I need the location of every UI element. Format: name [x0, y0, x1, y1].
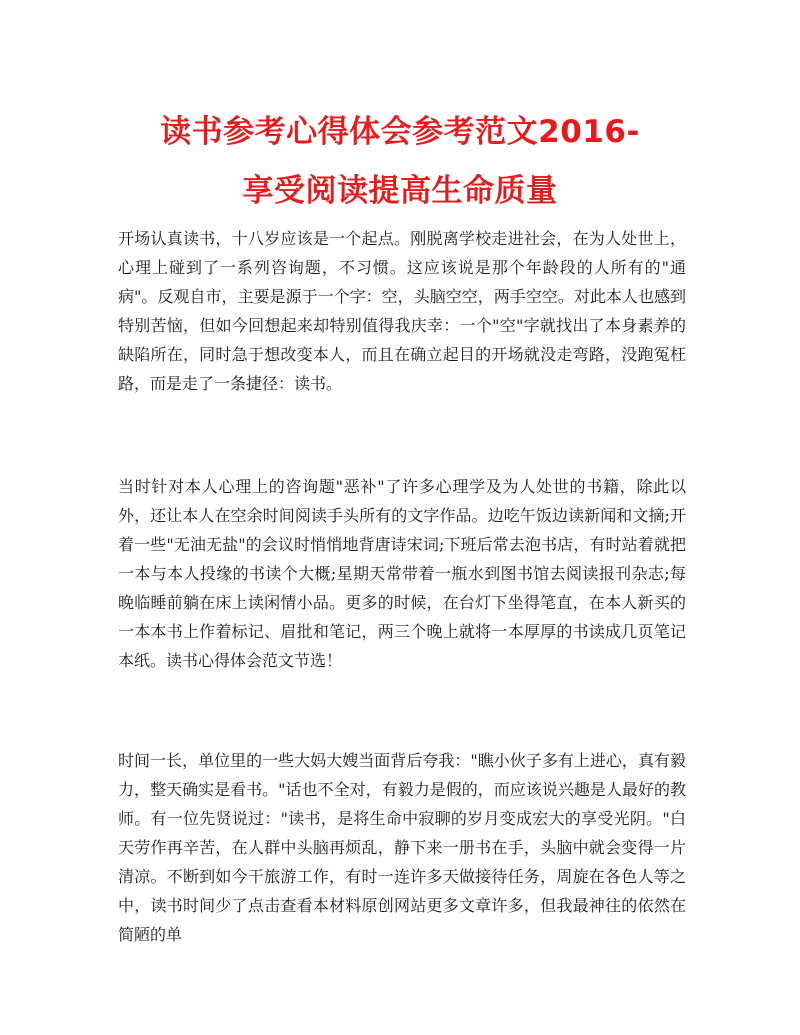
body-paragraph-3: 时间一长，单位里的一些大妈大嫂当面背后夸我："瞧小伙子多有上进心，真有毅力，整天确实是看书。"话也不全对，有毅力是假的，而应该说兴趣是人最好的教师。有一位先贤说过："读书，是将生命中寂聊的岁月变成宏大的享受光阴。"白天劳作再辛苦，在人群中头脑再烦乱，静下来一册书在手，头脑中就会变得一片清凉。不断到如今干旅游工作，有时一连许多天做接待任务，周旋在各色人等之中，读书时间少了点击查看本材料原创网站更多文章许多，但我最神往的依然在简陋的单	[118, 751, 686, 944]
body-paragraph-2: 当时针对本人心理上的咨询题"恶补"了许多心理学及为人处世的书籍，除此以外，还让本人在空余时间阅读手头所有的文字作品。边吃午饭边读新闻和文摘;开着一些"无油无盐"的会议时悄悄地背唐诗宋词;下班后常去泡书店，有时站着就把一本与本人投缘的书读个大概;星期天常带着一瓶水到图书馆去阅读报刊杂志;每晚临睡前躺在床上读闲情小品。更多的时候，在台灯下坐得笔直，在本人新买的一本本书上作着标记、眉批和笔记，两三个晚上就将一本厚厚的书读成几页笔记本纸。读书心得体会范文节选！	[118, 477, 686, 670]
document-title-line-2: 享受阅读提高生命质量	[242, 173, 558, 209]
document-title-line-1: 读书参考心得体会参考范文2016-	[160, 114, 640, 150]
body-paragraph-1: 开场认真读书，十八岁应该是一个起点。刚脱离学校走进社会，在为人处世上，心理上碰到了一系列咨询题，不习惯。这应该说是那个年龄段的人所有的"通病"。反观自市，主要是源于一个字：空，头脑空空，两手空空。对此本人也感到特别苦恼，但如今回想起来却特别值得我庆幸：一个"空"字就找出了本身素养的缺陷所在，同时急于想改变本人，而且在确立起目的开场就没走弯路，没跑冤枉路，而是走了一条捷径：读书。	[118, 229, 686, 393]
